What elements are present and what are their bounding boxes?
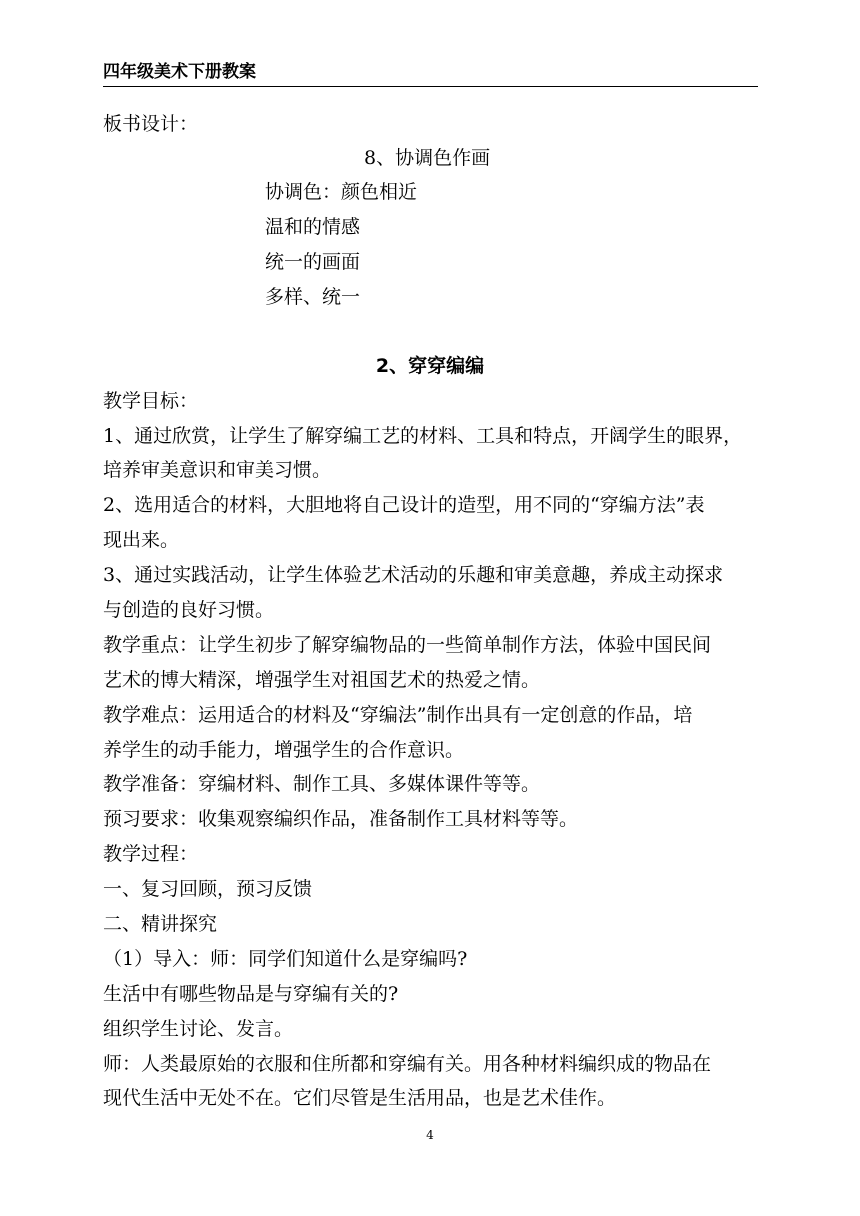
text-line: 现代生活中无处不在。它们尽管是生活用品，也是艺术佳作。 [103, 1087, 617, 1109]
text-line: 一、复习回顾，预习反馈 [103, 878, 313, 900]
text-line: 二、精讲探究 [103, 913, 218, 935]
text-line: 养学生的动手能力，增强学生的合作意识。 [103, 739, 465, 761]
board-item: 温和的情感 [265, 216, 361, 238]
text-line: 1、通过欣赏，让学生了解穿编工艺的材料、工具和特点，开阔学生的眼界， [103, 425, 743, 447]
text-line: 现出来。 [103, 529, 180, 551]
text-line: 2、选用适合的材料，大胆地将自己设计的造型，用不同的“穿编方法”表 [103, 494, 705, 516]
text-line: 教学难点：运用适合的材料及“穿编法”制作出具有一定创意的作品，培 [103, 704, 693, 726]
text-line: 艺术的博大精深，增强学生对祖国艺术的热爱之情。 [103, 669, 541, 691]
text-line: 教学准备：穿编材料、制作工具、多媒体课件等等。 [103, 773, 541, 795]
board-item: 协调色：颜色相近 [265, 181, 418, 203]
page-number: 4 [426, 1128, 434, 1142]
text-line: 教学目标： [103, 390, 199, 412]
text-line: 培养审美意识和审美习惯。 [103, 459, 332, 481]
text-line: 教学重点：让学生初步了解穿编物品的一些简单制作方法，体验中国民间 [103, 634, 712, 656]
text-line: 与创造的良好习惯。 [103, 599, 275, 621]
text-line: 组织学生讨论、发言。 [103, 1018, 294, 1040]
text-line: 师：人类最原始的衣服和住所都和穿编有关。用各种材料编织成的物品在 [103, 1053, 712, 1075]
text-line: 3、通过实践活动，让学生体验艺术活动的乐趣和审美意趣，养成主动探求 [103, 564, 724, 586]
text-line: 生活中有哪些物品是与穿编有关的? [103, 983, 399, 1005]
page-header: 四年级美术下册教案 [103, 60, 758, 87]
board-item: 多样、统一 [265, 286, 361, 308]
text-line: 预习要求：收集观察编织作品，准备制作工具材料等等。 [103, 808, 579, 830]
board-title: 8、协调色作画 [364, 147, 491, 169]
text-line: （1）导入：师：同学们知道什么是穿编吗? [103, 948, 468, 970]
text-line: 教学过程： [103, 843, 199, 865]
board-design-label: 板书设计： [103, 113, 199, 135]
section-title: 2、穿穿编编 [375, 355, 485, 377]
board-item: 统一的画面 [265, 251, 361, 273]
